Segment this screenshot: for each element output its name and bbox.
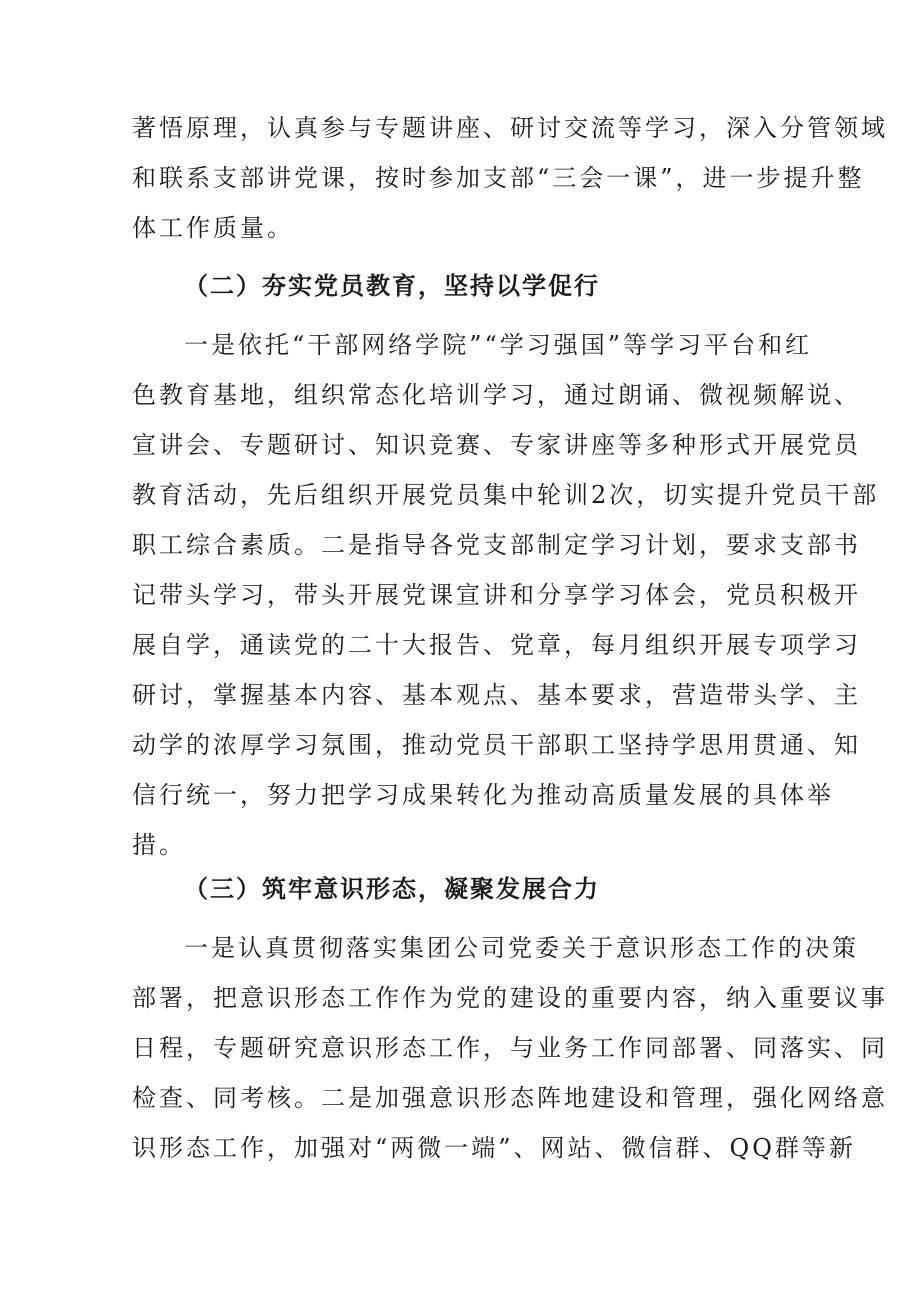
paragraph-line: 部署，把意识形态工作作为党的建设的重要内容，纳入重要议事 bbox=[132, 984, 888, 1012]
paragraph-line: 检查、同考核。二是加强意识形态阵地建设和管理，强化网络意 bbox=[132, 1084, 888, 1112]
section-heading: （三）筑牢意识形态，凝聚发展合力 bbox=[184, 875, 600, 903]
paragraph-line: 识形态工作，加强对“两微一端”、网站、微信群、QQ群等新 bbox=[132, 1134, 856, 1162]
paragraph-line: 教育活动，先后组织开展党员集中轮训2次，切实提升党员干部 bbox=[132, 481, 880, 509]
paragraph-line: 信行统一，努力把学习成果转化为推动高质量发展的具体举 bbox=[132, 781, 834, 809]
paragraph-line: 一是依托“干部网络学院”“学习强国”等学习平台和红 bbox=[184, 331, 813, 359]
paragraph-line: 日程，专题研究意识形态工作，与业务工作同部署、同落实、同 bbox=[132, 1034, 888, 1062]
paragraph-line: 记带头学习，带头开展党课宣讲和分享学习体会，党员积极开 bbox=[132, 581, 861, 609]
paragraph-line: 色教育基地，组织常态化培训学习，通过朗诵、微视频解说、 bbox=[132, 381, 861, 409]
paragraph-line: 职工综合素质。二是指导各党支部制定学习计划，要求支部书 bbox=[132, 531, 861, 559]
paragraph-line: 研讨，掌握基本内容、基本观点、基本要求，营造带头学、主 bbox=[132, 681, 861, 709]
paragraph-line: 著悟原理，认真参与专题讲座、研讨交流等学习，深入分管领域 bbox=[132, 114, 888, 142]
paragraph-line: 宣讲会、专题研讨、知识竞赛、专家讲座等多种形式开展党员 bbox=[132, 431, 861, 459]
section-heading: （二）夯实党员教育，坚持以学促行 bbox=[184, 272, 600, 300]
paragraph-line: 动学的浓厚学习氛围，推动党员干部职工坚持学思用贯通、知 bbox=[132, 731, 861, 759]
paragraph-line: 体工作质量。 bbox=[132, 214, 294, 242]
paragraph-line: 措。 bbox=[132, 831, 186, 859]
paragraph-line: 展自学，通读党的二十大报告、党章，每月组织开展专项学习 bbox=[132, 631, 861, 659]
paragraph-line: 一是认真贯彻落实集团公司党委关于意识形态工作的决策 bbox=[184, 934, 859, 962]
paragraph-line: 和联系支部讲党课，按时参加支部“三会一课”，进一步提升整 bbox=[132, 164, 865, 192]
